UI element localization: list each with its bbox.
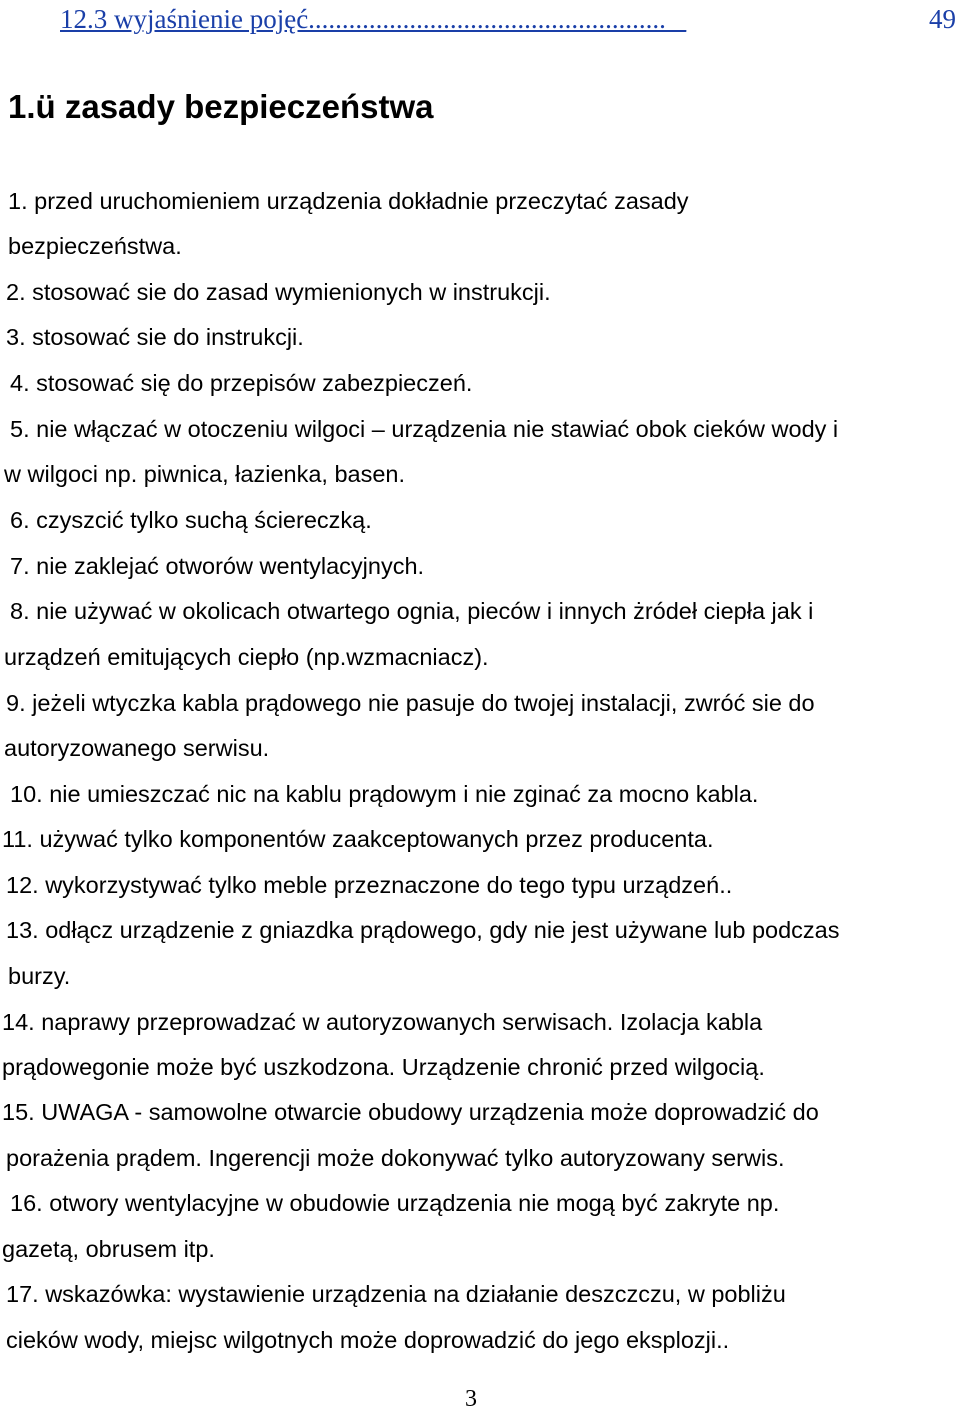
list-line: burzy. [8, 963, 71, 989]
list-line: urządzeń emitujących ciepło (np.wzmacniacz). [4, 644, 489, 670]
list-line: 11. używać tylko komponentów zaakceptowanych przez producenta. [2, 826, 714, 852]
list-line: 14. naprawy przeprowadzać w autoryzowanych serwisach. Izolacja kabla [2, 1009, 763, 1035]
toc-page-number[interactable]: 49 [925, 4, 956, 35]
list-line: 10. nie umieszczać nic na kablu prądowym i nie zginać za mocno kabla. [10, 781, 759, 807]
list-line: 5. nie włączać w otoczeniu wilgoci – urządzenia nie stawiać obok cieków wody i [10, 416, 839, 442]
list-line: porażenia prądem. Ingerencji może dokonywać tylko autoryzowany serwis. [6, 1145, 785, 1171]
list-line: 2. stosować sie do zasad wymienionych w instrukcji. [6, 279, 551, 305]
list-line: cieków wody, miejsc wilgotnych może doprowadzić do jego eksplozji.. [6, 1327, 730, 1353]
toc-link[interactable]: 12.3 wyjaśnienie pojęć..................................................... _ [60, 4, 687, 34]
list-line: 1. przed uruchomieniem urządzenia dokładnie przeczytać zasady [8, 188, 689, 214]
list-line: bezpieczeństwa. [8, 233, 182, 259]
list-line: 8. nie używać w okolicach otwartego ognia, pieców i innych żródeł ciepła jak i [10, 598, 814, 624]
list-line: 4. stosować się do przepisów zabezpieczeń. [10, 370, 473, 396]
list-line: 3. stosować sie do instrukcji. [6, 324, 304, 350]
list-line: 13. odłącz urządzenie z gniazdka prądowego, gdy nie jest używane lub podczas [6, 917, 840, 943]
list-line: 15. UWAGA - samowolne otwarcie obudowy urządzenia może doprowadzić do [2, 1099, 819, 1125]
list-line: autoryzowanego serwisu. [4, 735, 270, 761]
list-line: 6. czyszcić tylko suchą ściereczką. [10, 507, 372, 533]
list-line: 16. otwory wentylacyjne w obudowie urządzenia nie mogą być zakryte np. [10, 1190, 780, 1216]
list-line: prądowegonie może być uszkodzona. Urządzenie chronić przed wilgocią. [2, 1054, 765, 1080]
list-line: 7. nie zaklejać otworów wentylacyjnych. [10, 553, 425, 579]
section-heading: 1.ü zasady bezpieczeństwa [8, 88, 434, 125]
list-line: gazetą, obrusem itp. [2, 1236, 215, 1262]
page-number: 3 [465, 1386, 477, 1412]
toc-entry[interactable] [60, 4, 956, 35]
list-line: 17. wskazówka: wystawienie urządzenia na działanie deszczczu, w pobliżu [6, 1281, 786, 1307]
list-line: 9. jeżeli wtyczka kabla prądowego nie pasuje do twojej instalacji, zwróć sie do [6, 690, 815, 716]
list-line: 12. wykorzystywać tylko meble przeznaczone do tego typu urządzeń.. [6, 872, 733, 898]
list-line: w wilgoci np. piwnica, łazienka, basen. [4, 461, 406, 487]
